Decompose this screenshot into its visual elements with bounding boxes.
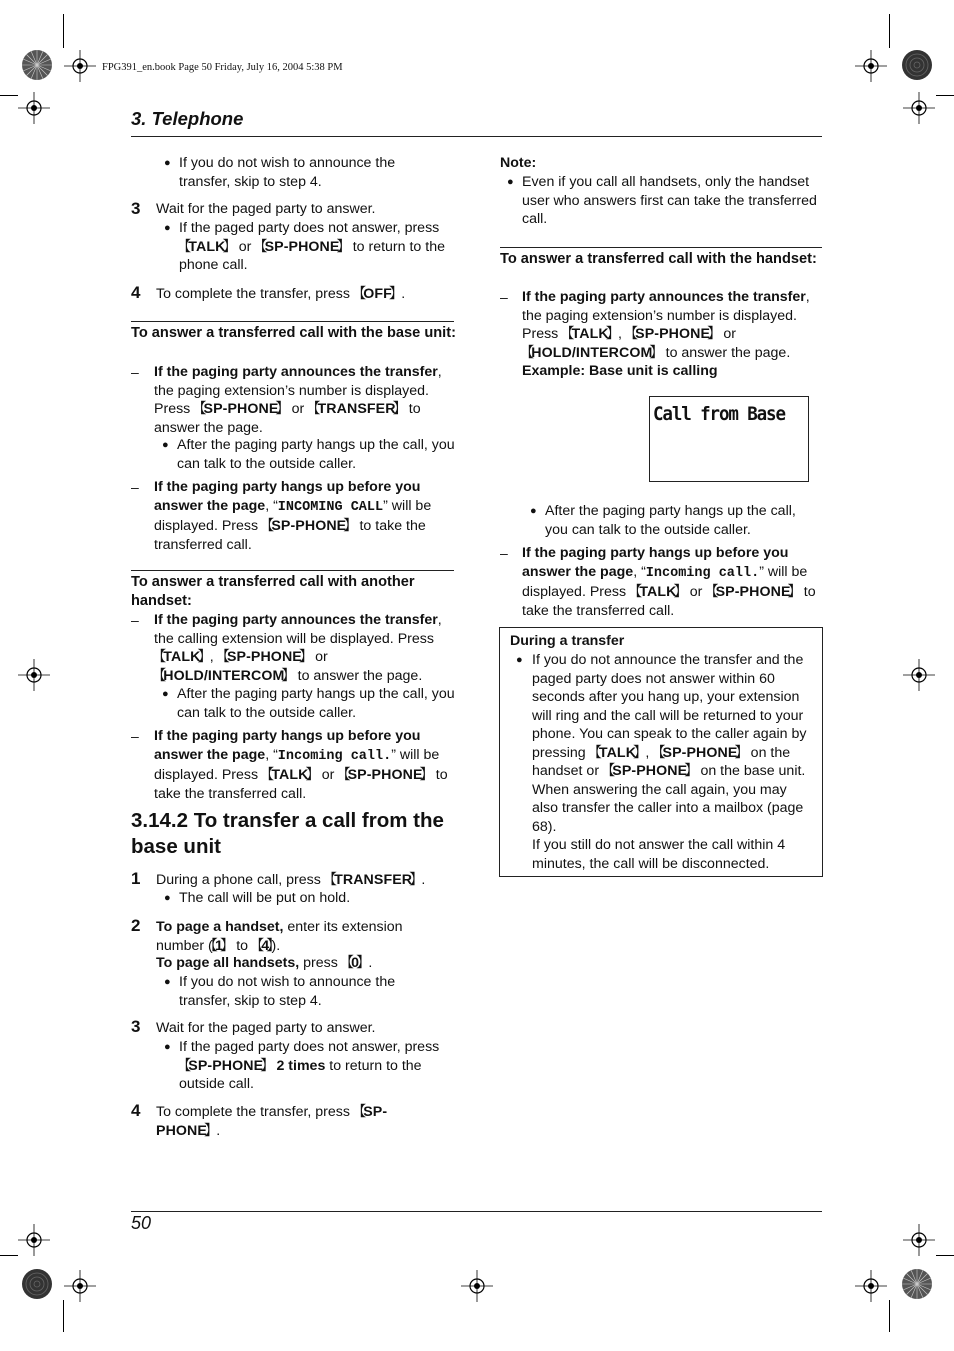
step-number: 3 [131, 199, 141, 218]
crosshair-mark [903, 92, 935, 124]
bullet-icon: ● [530, 505, 537, 517]
page-number: 50 [131, 1213, 152, 1233]
crosshair-mark [18, 92, 50, 124]
section-title: 3.14.2 To transfer a call from the base unit [131, 809, 444, 858]
crosshair-mark [461, 1270, 493, 1302]
bullet-icon: ● [164, 892, 171, 904]
crosshair-mark [855, 50, 887, 82]
crosshair-mark [18, 1224, 50, 1256]
header-rule [131, 136, 822, 137]
example-label: Example: Base unit is calling [522, 363, 718, 379]
condition-text: If the paging party announces the transfer, the paging extension’s number is displayed. Press 【 TALK 】 , 【 SP-PHONE 】 or 【 HOLD/INTERCOM 】 to answer the page. [522, 288, 822, 362]
dash-marker: – [500, 545, 508, 561]
step-text: To complete the transfer, press 【 SP-PHONE 】 . [156, 1103, 411, 1140]
crosshair-mark [855, 1270, 887, 1302]
subsection-heading: To answer a transferred call with the base unit: [131, 325, 456, 341]
bullet-text: After the paging party hangs up the call, you can talk to the outside caller. [177, 437, 455, 472]
crosshair-mark [64, 50, 96, 82]
bullet-text: If the paged party does not answer, press 【 SP-PHONE 】 2 times to return to the outside call. [179, 1038, 457, 1094]
note-label: Note: [500, 155, 537, 171]
registration-mark-top-left [20, 48, 54, 82]
crop-line [936, 1255, 954, 1256]
condition-text: If the paging party announces the transfer, the paging extension’s number is displayed. Press 【 SP-PHONE 】 or 【 TRANSFER 】 to answer the page. [154, 363, 454, 437]
dash-marker: – [131, 364, 139, 380]
step-text: Wait for the paged party to answer. [156, 1020, 376, 1036]
crop-line [0, 1255, 18, 1256]
step-number: 4 [131, 1101, 141, 1120]
registration-mark-bottom-right [900, 1267, 934, 1301]
bullet-icon: ● [162, 688, 169, 700]
step-number: 4 [131, 283, 141, 302]
crop-line [63, 14, 64, 48]
bullet-icon: ● [164, 157, 171, 169]
dash-marker: – [131, 728, 139, 744]
crosshair-mark [64, 1270, 96, 1302]
bullet-text: After the paging party hangs up the call, you can talk to the outside caller. [177, 686, 455, 721]
crop-line [0, 95, 18, 96]
registration-mark-top-right [900, 48, 934, 82]
sp-phone-key: 【 SP-PHONE 】 [255, 239, 349, 255]
registration-mark-bottom-left [20, 1267, 54, 1301]
talk-key: 【 TALK 】 [179, 239, 235, 255]
crosshair-mark [18, 659, 50, 691]
dash-marker: – [500, 289, 508, 305]
bullet-icon: ● [507, 176, 514, 188]
section-rule [131, 321, 454, 322]
section-header: 3. Telephone [131, 108, 244, 129]
tip-text: If you still do not answer the call within 4 minutes, the call will be disconnected. [532, 837, 786, 872]
step-text: During a phone call, press 【 TRANSFER 】 . [156, 871, 456, 890]
display-text: Incoming call. [277, 748, 392, 764]
crop-line [889, 1300, 890, 1332]
condition-text: If the paging party hangs up before you answer the page, “Incoming call.” will be displayed. Press 【 TALK 】 or 【 SP-PHONE 】 to take the transferred call. [154, 727, 456, 803]
skip-note: If you do not wish to announce the transfer, skip to step 4. [179, 155, 396, 190]
subsection-heading: To answer a transferred call with the handset: [500, 251, 817, 267]
step-detail: If the paged party does not answer, press 【 TALK 】 or 【 SP-PHONE 】 to return to the phone call. [179, 219, 457, 275]
dash-marker: – [131, 479, 139, 495]
tip-text: If you do not announce the transfer and the paged party does not answer within 60 seconds after you hang up, your extension will ring and the call will be returned to your phone. You can speak to the caller again by pressing 【 TALK 】 , 【 SP-PHONE 】 on the handset or 【 SP-PHONE 】 on the base unit. When answering the call again, you may also transfer the caller into a mailbox (page 68). [532, 651, 816, 836]
step-text: To complete the transfer, press 【 OFF 】 . [156, 285, 456, 304]
bullet-text: The call will be put on hold. [179, 890, 351, 906]
subsection-heading: To answer a transferred call with another handset: [131, 574, 415, 609]
dash-marker: – [131, 612, 139, 628]
off-key: 【 OFF 】 [354, 286, 401, 302]
step-text: To page all handsets, press 【 0 】 . [156, 954, 446, 973]
display-text: INCOMING CALL [277, 499, 384, 515]
bullet-icon: ● [164, 222, 171, 234]
section-rule [500, 247, 822, 248]
lcd-text: Call from Base [653, 403, 785, 425]
bullet-text: If you do not wish to announce the transfer, skip to step 4. [179, 974, 396, 1009]
display-text: Incoming call. [645, 565, 760, 581]
bullet-icon: ● [164, 976, 171, 988]
crop-line [63, 1300, 64, 1332]
step-text: To page a handset, enter its extension number (【 1 】 to 【 4 】 ). [156, 918, 446, 955]
bullet-icon: ● [162, 439, 169, 451]
bullet-text: After the paging party hangs up the call, you can talk to the outside caller. [545, 503, 796, 538]
section-rule [131, 570, 454, 571]
bullet-icon: ● [516, 654, 523, 666]
crop-line [936, 95, 954, 96]
note-text: Even if you call all handsets, only the handset user who answers first can take the transferred call. [522, 174, 817, 227]
tip-title: During a transfer [510, 633, 625, 649]
step-number: 3 [131, 1017, 141, 1036]
transfer-key: 【 TRANSFER 】 [325, 872, 422, 888]
step-number: 1 [131, 869, 141, 888]
condition-text: If the paging party hangs up before you answer the page, “INCOMING CALL” will be displayed. Press 【 SP-PHONE 】 to take the transferred call. [154, 478, 456, 554]
condition-text: If the paging party hangs up before you answer the page, “Incoming call.” will be displayed. Press 【 TALK 】 or 【 SP-PHONE 】 to take the transferred call. [522, 544, 824, 620]
step-number: 2 [131, 916, 141, 935]
crosshair-mark [903, 1224, 935, 1256]
lcd-display [649, 396, 809, 482]
crop-line [889, 14, 890, 48]
transfer-tip-box [499, 627, 823, 877]
condition-text: If the paging party announces the transfer, the calling extension will be displayed. Press 【 TALK 】 , 【 SP-PHONE 】 or 【 HOLD/INTERCOM 】 to answer the page. [154, 611, 454, 685]
crosshair-mark [903, 659, 935, 691]
footer-rule [131, 1211, 822, 1212]
print-mark-text: FPG391_en.book Page 50 Friday, July 16, 2004 5:38 PM [102, 62, 343, 73]
step-text: Wait for the paged party to answer. [156, 201, 376, 217]
bullet-icon: ● [164, 1041, 171, 1053]
